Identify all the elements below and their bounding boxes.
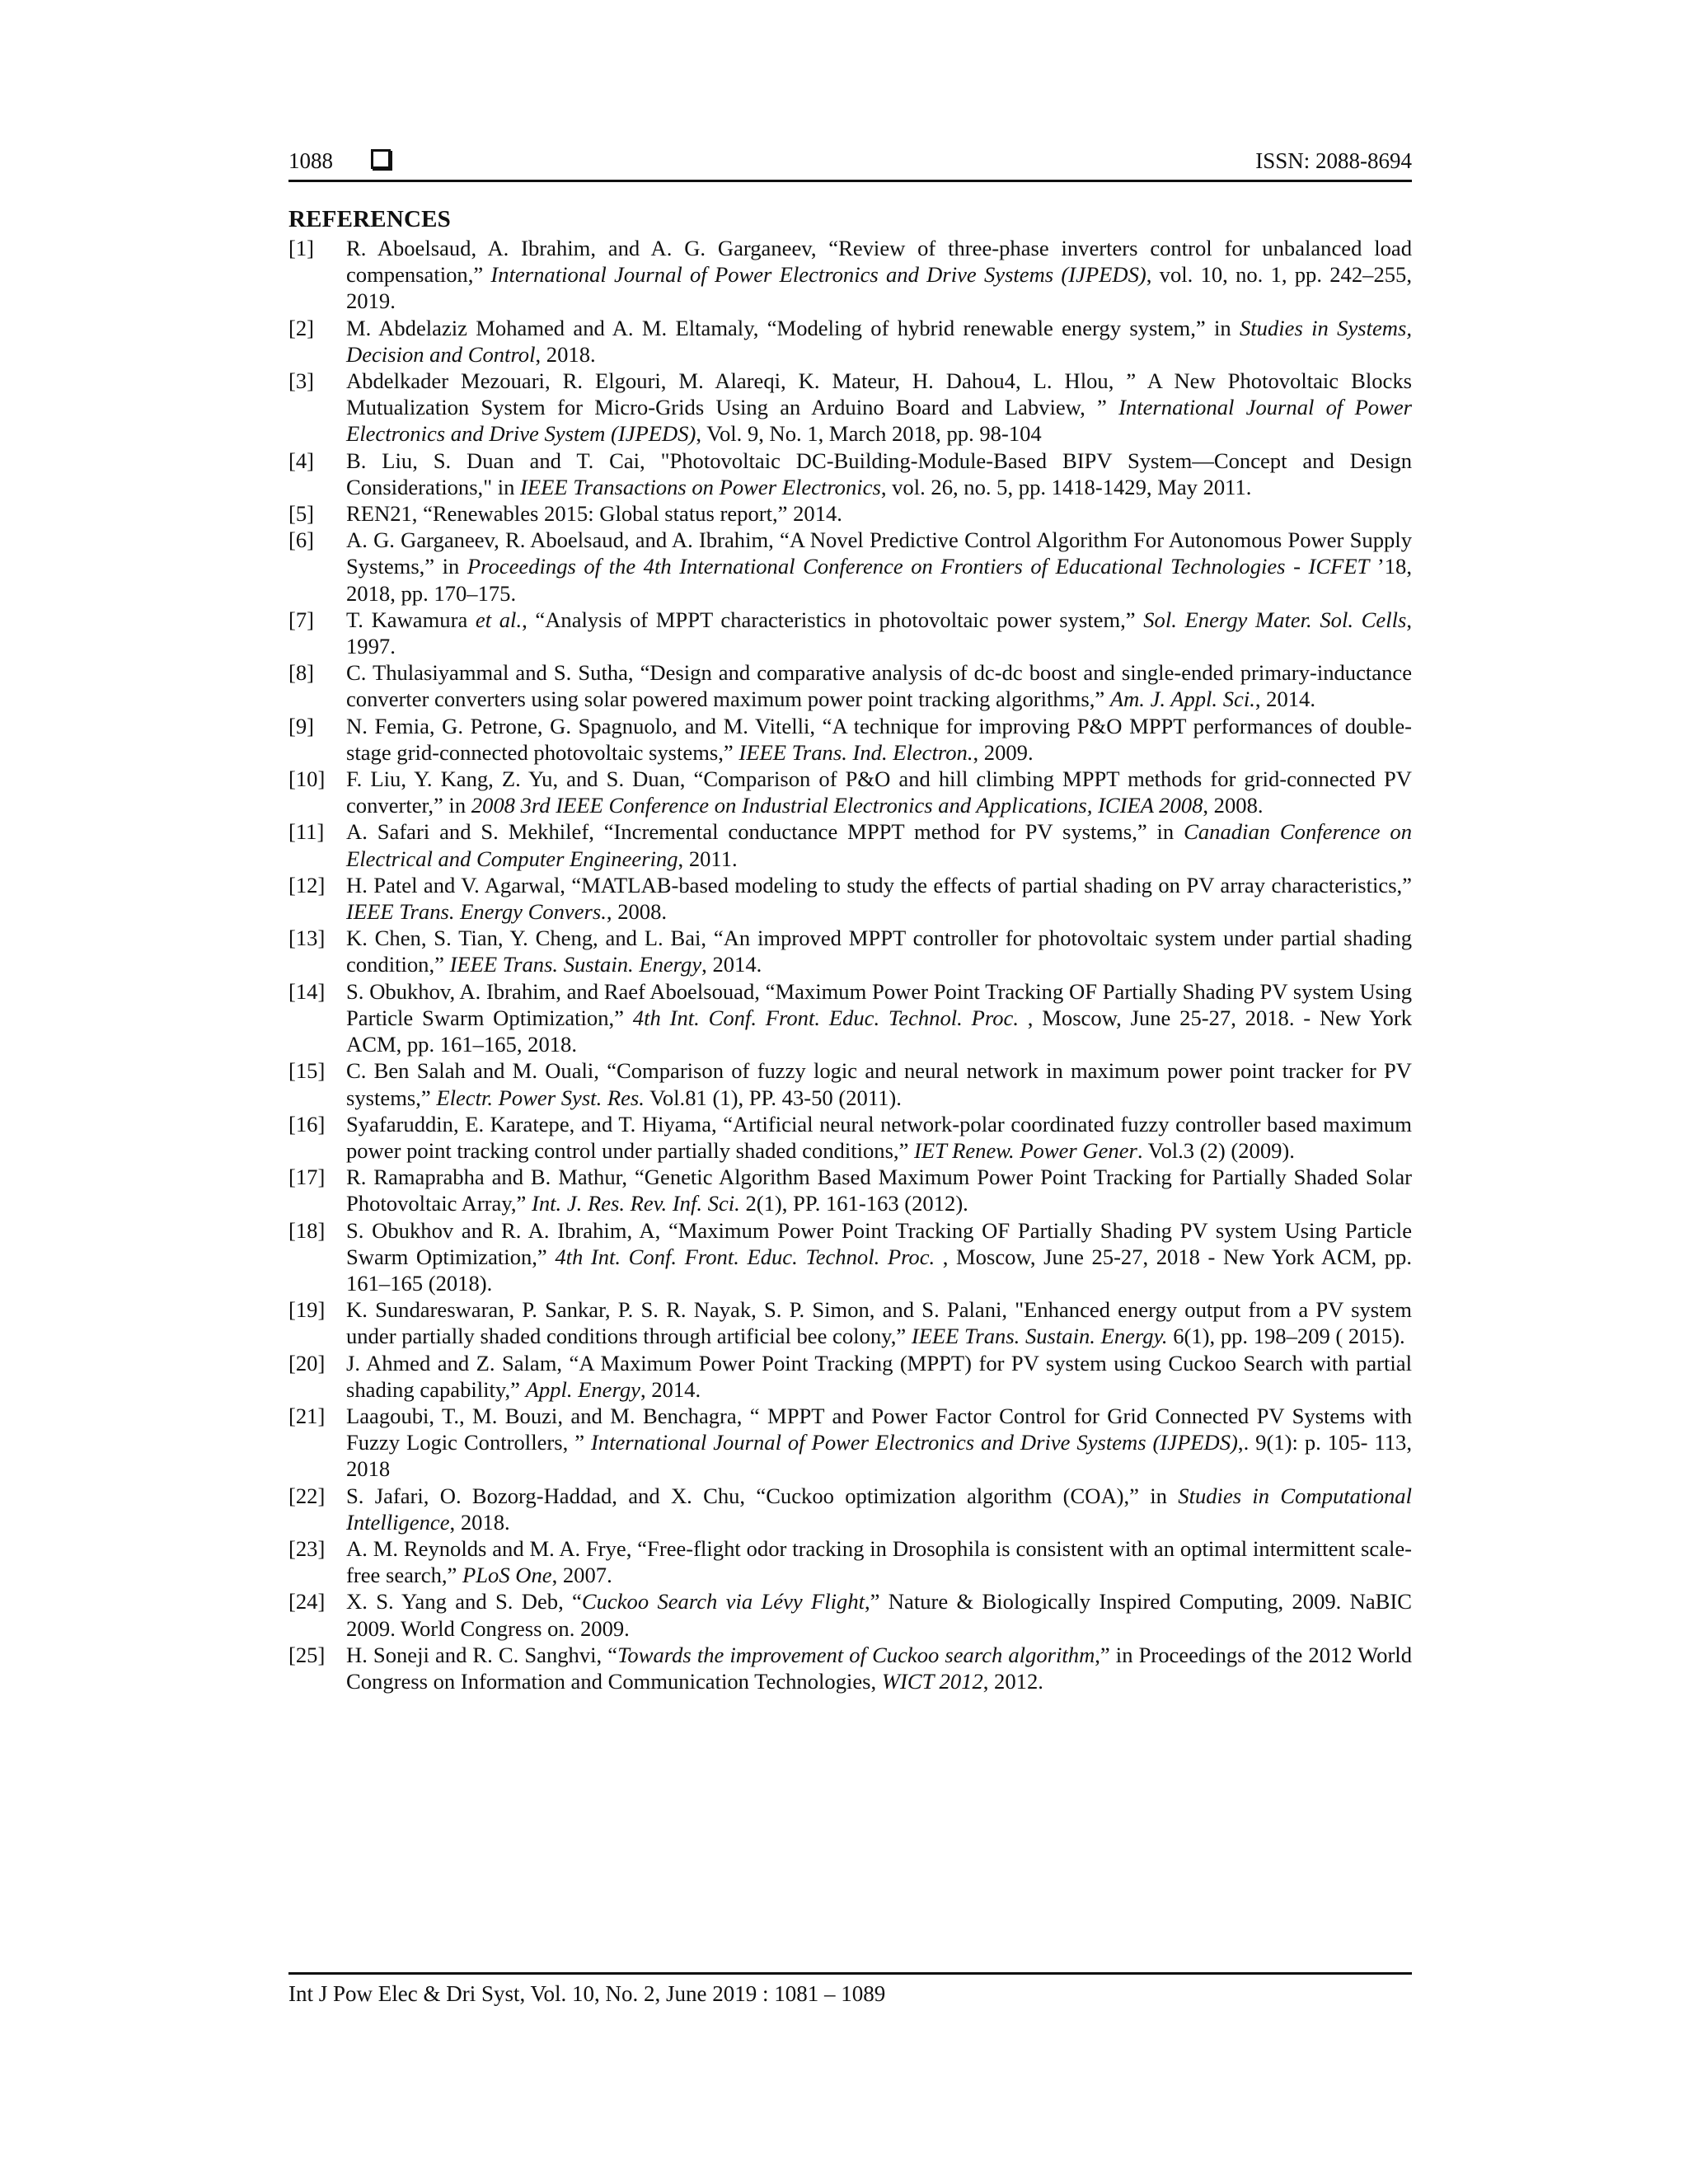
reference-item: [288, 368, 1412, 448]
reference-segment: F. Liu, Y. Kang, Z. Yu, and S. Duan, “Comparison of P&O and hill climbing MPPT methods for grid-connected PV converter,” in: [346, 766, 1412, 818]
reference-segment: H. Soneji and R. C. Sanghvi, “: [346, 1642, 618, 1667]
reference-segment: R. Aboelsaud, A. Ibrahim, and A. G. Garganeev, “Review of three-phase inverters control for unbalanced load compensation,”: [346, 236, 1412, 288]
reference-number: [16]: [288, 1111, 326, 1137]
reference-segment: N. Femia, G. Petrone, G. Spagnuolo, and M. Vitelli, “A technique for improving P&O MPPT performances of double-stage grid-connected photovoltaic systems,”: [346, 713, 1412, 765]
reference-list: [288, 235, 1412, 1694]
reference-number: [5]: [288, 501, 315, 527]
reference-number: [10]: [288, 766, 326, 792]
reference-item: [288, 925, 1412, 977]
reference-segment: , 2008.: [606, 899, 668, 925]
reference-segment: , 2018.: [449, 1509, 510, 1535]
reference-segment: , 2014.: [701, 952, 762, 977]
reference-segment: K. Sundareswaran, P. Sankar, P. S. R. Nayak, S. P. Simon, and S. Palani, "Enhanced energy output from a PV system under partially shaded conditions through artificial bee colony,”: [346, 1297, 1412, 1349]
reference-segment: , 2009.: [973, 739, 1034, 765]
page-header: [288, 147, 1412, 175]
reference-item: [288, 1164, 1412, 1216]
reference-text: [346, 1350, 1412, 1403]
reference-segment: Vol.81 (1), PP. 43-50 (2011).: [644, 1085, 902, 1110]
reference-item: [288, 448, 1412, 500]
page-content: [288, 147, 1412, 1694]
footer-citation: Int J Pow Elec & Dri Syst, Vol. 10, No. 2, June 2019 : 1081 – 1089: [288, 1981, 886, 2006]
reference-item: [288, 235, 1412, 315]
reference-number: [21]: [288, 1403, 326, 1428]
reference-italic-segment: IEEE Trans. Energy Convers.: [346, 899, 607, 925]
reference-italic-segment: WICT 2012: [881, 1668, 983, 1694]
reference-italic-segment: Canadian Conference on Electrical and Computer Engineering: [346, 819, 1412, 871]
reference-item: [288, 500, 1412, 527]
reference-segment: M. Abdelaziz Mohamed and A. M. Eltamaly, “Modeling of hybrid renewable energy system,” in: [346, 315, 1240, 340]
reference-italic-segment: IET Renew. Power Gener: [914, 1137, 1137, 1163]
reference-item: [288, 978, 1412, 1058]
page-footer: [288, 1972, 1412, 2008]
reference-text: [346, 607, 1412, 659]
reference-italic-segment: Cuckoo Search via Lévy Flight: [581, 1589, 865, 1615]
reference-text: [346, 235, 1412, 315]
reference-segment: A. M. Reynolds and M. A. Frye, “Free-flight odor tracking in Drosophila is consistent with an optimal intermittent scale-free search,”: [346, 1535, 1412, 1588]
reference-item: [288, 1057, 1412, 1110]
reference-segment: S. Jafari, O. Bozorg-Haddad, and X. Chu, “Cuckoo optimization algorithm (COA),” in: [346, 1483, 1179, 1508]
reference-italic-segment: Proceedings of the 4th International Conference on Frontiers of Educational Technologies - ICFET: [467, 554, 1370, 579]
reference-segment: X. S. Yang and S. Deb, “: [346, 1589, 582, 1615]
reference-italic-segment: IEEE Trans. Sustain. Energy.: [911, 1324, 1168, 1349]
reference-item: [288, 1296, 1412, 1349]
reference-italic-segment: et al.: [475, 607, 523, 632]
reference-number: [17]: [288, 1165, 326, 1190]
reference-text: [346, 872, 1412, 925]
reference-segment: ,” in Proceedings of the 2012 World Congress on Information and Communication Technologies,: [346, 1642, 1412, 1694]
reference-text: [346, 1535, 1412, 1588]
reference-item: [288, 659, 1412, 712]
reference-text: [346, 500, 1412, 527]
reference-segment: C. Thulasiyammal and S. Sutha, “Design and comparative analysis of dc-dc boost and single-ended primary-inductance converter converters using solar powered maximum power point tracking algorithms,”: [346, 660, 1412, 712]
reference-segment: , 2012.: [982, 1668, 1043, 1694]
reference-italic-segment: Studies in Systems, Decision and Control: [346, 315, 1412, 367]
reference-segment: J. Ahmed and Z. Salam, “A Maximum Power Point Tracking (MPPT) for PV system using Cuckoo Search with partial shading capability,”: [346, 1350, 1412, 1402]
reference-item: [288, 1403, 1412, 1483]
reference-number: [14]: [288, 978, 326, 1004]
reference-segment: , 2014.: [640, 1376, 701, 1402]
reference-italic-segment: International Journal of Power Electronics and Drive Systems (IJPEDS): [590, 1430, 1238, 1455]
reference-segment: ,” Nature & Biologically Inspired Computing, 2009. NaBIC 2009. World Congress on. 2009.: [346, 1589, 1412, 1641]
reference-text: [346, 978, 1412, 1058]
reference-number: [8]: [288, 660, 315, 686]
reference-number: [7]: [288, 607, 315, 632]
reference-text: [346, 368, 1412, 448]
reference-text: [346, 766, 1412, 818]
reference-number: [11]: [288, 819, 325, 845]
reference-segment: , Moscow, June 25-27, 2018 - New York ACM: [935, 1244, 1372, 1269]
reference-segment: , 2007.: [551, 1563, 612, 1588]
reference-italic-segment: Electr. Power Syst. Res.: [436, 1085, 645, 1110]
reference-segment: Abdelkader Mezouari, R. Elgouri, M. Alareqi, K. Mateur, H. Dahou4, L. Hlou, ” A New Photovoltaic Blocks Mutualization System for Micro-Grids Using an Arduino Board and Labview, ”: [346, 368, 1412, 420]
reference-number: [24]: [288, 1589, 326, 1615]
reference-text: [346, 1296, 1412, 1349]
reference-segment: Syafaruddin, E. Karatepe, and T. Hiyama, “Artificial neural network-polar coordinated fuzzy controller based maximum power point tracking control under partially shaded conditions,”: [346, 1111, 1412, 1163]
reference-italic-segment: Sol. Energy Mater. Sol. Cells: [1143, 607, 1407, 632]
reference-segment: S. Obukhov, A. Ibrahim, and Raef Aboelsouad, “Maximum Power Point Tracking OF Partially Shading PV system Using Particle Swarm Optimization,”: [346, 978, 1412, 1030]
page-number: 1088: [288, 148, 333, 173]
reference-segment: ’18, 2018, pp. 170–175.: [346, 554, 1413, 606]
reference-segment: , Moscow, June 25-27, 2018. - New York ACM, pp. 161–165, 2018.: [346, 1005, 1412, 1057]
reference-text: [346, 1164, 1412, 1216]
reference-item: [288, 315, 1412, 368]
reference-italic-segment: 4th Int. Conf. Front. Educ. Technol. Proc.: [555, 1244, 935, 1269]
reference-number: [22]: [288, 1483, 326, 1508]
reference-item: [288, 1483, 1412, 1535]
reference-number: [19]: [288, 1297, 326, 1323]
reference-italic-segment: PLoS One: [462, 1563, 552, 1588]
reference-text: [346, 1111, 1412, 1164]
reference-segment: H. Patel and V. Agarwal, “MATLAB-based modeling to study the effects of partial shading on PV array characteristics,”: [346, 872, 1412, 898]
reference-segment: K. Chen, S. Tian, Y. Cheng, and L. Bai, “An improved MPPT controller for photovoltaic system under partial shading condition,”: [346, 926, 1412, 977]
reference-text: [346, 527, 1412, 607]
reference-item: [288, 607, 1412, 659]
reference-italic-segment: Am. J. Appl. Sci.: [1109, 687, 1255, 712]
reference-segment: S. Obukhov and R. A. Ibrahim, A, “Maximum Power Point Tracking OF Partially Shading PV system Using Particle Swarm Optimization,”: [346, 1217, 1412, 1269]
reference-segment: REN21, “Renewables 2015: Global status report,” 2014.: [346, 501, 842, 527]
reference-italic-segment: IEEE Trans. Sustain. Energy: [449, 952, 702, 977]
reference-number: [6]: [288, 527, 315, 553]
reference-italic-segment: International Journal of Power Electronics and Drive System (IJPEDS): [346, 395, 1412, 447]
reference-item: [288, 766, 1412, 818]
reference-italic-segment: International Journal of Power Electronics and Drive Systems (IJPEDS): [490, 262, 1146, 288]
reference-item: [288, 713, 1412, 766]
reference-text: [346, 1642, 1412, 1694]
reference-italic-segment: 2008 3rd IEEE Conference on Industrial Electronics and Applications, ICIEA 2008: [471, 793, 1203, 818]
reference-segment: A. G. Garganeev, R. Aboelsaud, and A. Ibrahim, “A Novel Predictive Control Algorithm For Autonomous Power Supply Systems,” in: [346, 527, 1412, 579]
reference-item: [288, 1535, 1412, 1588]
reference-number: [18]: [288, 1217, 326, 1243]
reference-number: [13]: [288, 926, 326, 951]
reference-item: [288, 1217, 1412, 1297]
reference-text: [346, 1057, 1412, 1110]
reference-item: [288, 872, 1412, 925]
reference-item: [288, 1642, 1412, 1694]
reference-text: [346, 818, 1412, 871]
issn-label: ISSN: 2088-8694: [1255, 148, 1412, 173]
reference-italic-segment: Studies in Computational Intelligence: [346, 1483, 1412, 1535]
reference-segment: ,. 9(1): p. 105- 113, 2018: [346, 1430, 1412, 1482]
reference-text: [346, 1483, 1412, 1535]
reference-item: [288, 818, 1412, 871]
reference-segment: 6(1), pp. 198–209 ( 2015).: [1167, 1324, 1405, 1349]
reference-number: [12]: [288, 872, 326, 898]
reference-text: [346, 1217, 1412, 1297]
reference-number: [20]: [288, 1350, 326, 1376]
reference-text: [346, 659, 1412, 712]
reference-segment: , 2011.: [678, 846, 738, 871]
reference-number: [23]: [288, 1535, 326, 1561]
reference-number: [2]: [288, 315, 315, 340]
reference-text: [346, 1403, 1412, 1483]
reference-segment: . Vol.3 (2) (2009).: [1137, 1137, 1295, 1163]
reference-italic-segment: ,: [1371, 1244, 1377, 1269]
reference-segment: R. Ramaprabha and B. Mathur, “Genetic Algorithm Based Maximum Power Point Tracking for Partially Shaded Solar Photovoltaic Array,”: [346, 1165, 1412, 1216]
reference-italic-segment: Towards the improvement of Cuckoo search algorithm: [617, 1642, 1095, 1667]
reference-segment: , 2014.: [1254, 687, 1315, 712]
reference-item: [288, 527, 1412, 607]
reference-segment: C. Ben Salah and M. Ouali, “Comparison of fuzzy logic and neural network in maximum power point tracker for PV systems,”: [346, 1058, 1412, 1110]
reference-number: [3]: [288, 368, 315, 394]
reference-text: [346, 1588, 1412, 1641]
reference-segment: Laagoubi, T., M. Bouzi, and M. Benchagra, “ MPPT and Power Factor Control for Grid Connected PV Systems with Fuzzy Logic Controllers, ”: [346, 1403, 1412, 1455]
reference-number: [15]: [288, 1058, 326, 1084]
reference-number: [9]: [288, 713, 315, 738]
reference-segment: , vol. 26, no. 5, pp. 1418-1429, May 2011.: [880, 474, 1252, 499]
reference-italic-segment: 4th Int. Conf. Front. Educ. Technol. Proc.: [632, 1005, 1019, 1030]
reference-segment: 2(1), PP. 161-163 (2012).: [739, 1191, 968, 1216]
reference-number: [4]: [288, 448, 315, 473]
reference-number: [1]: [288, 236, 315, 260]
header-left: [288, 147, 391, 175]
reference-segment: , vol. 10, no. 1, pp. 242–255, 2019.: [346, 262, 1412, 314]
reference-text: [346, 448, 1412, 500]
reference-italic-segment: Appl. Energy: [525, 1376, 640, 1402]
header-rule: [288, 180, 1412, 182]
reference-segment: , 2018.: [535, 341, 596, 367]
checkbox-square-icon: [371, 149, 391, 169]
reference-text: [346, 315, 1412, 368]
reference-item: [288, 1350, 1412, 1403]
reference-item: [288, 1588, 1412, 1641]
reference-text: [346, 713, 1412, 766]
reference-segment: A. Safari and S. Mekhilef, “Incremental conductance MPPT method for PV systems,” in: [346, 819, 1184, 845]
reference-number: [25]: [288, 1642, 326, 1667]
reference-italic-segment: Int. J. Res. Rev. Inf. Sci.: [532, 1191, 740, 1216]
reference-italic-segment: IEEE Trans. Ind. Electron.: [738, 739, 973, 765]
reference-segment: , Vol. 9, No. 1, March 2018, pp. 98-104: [696, 421, 1042, 447]
reference-segment: , “Analysis of MPPT characteristics in photovoltaic power system,”: [522, 607, 1144, 632]
reference-segment: B. Liu, S. Duan and T. Cai, "Photovoltaic DC-Building-Module-Based BIPV System—Concept and Design Considerations," in: [346, 448, 1412, 499]
reference-italic-segment: IEEE Transactions on Power Electronics: [520, 474, 881, 499]
reference-segment: , 2008.: [1203, 793, 1264, 818]
reference-segment: T. Kawamura: [346, 607, 476, 632]
section-title: REFERENCES: [288, 206, 451, 232]
reference-item: [288, 1111, 1412, 1164]
reference-text: [346, 925, 1412, 977]
reference-segment: , 1997.: [346, 607, 1412, 659]
reference-segment: pp. 161–165 (2018).: [346, 1244, 1413, 1296]
footer-rule: [288, 1972, 1412, 1975]
